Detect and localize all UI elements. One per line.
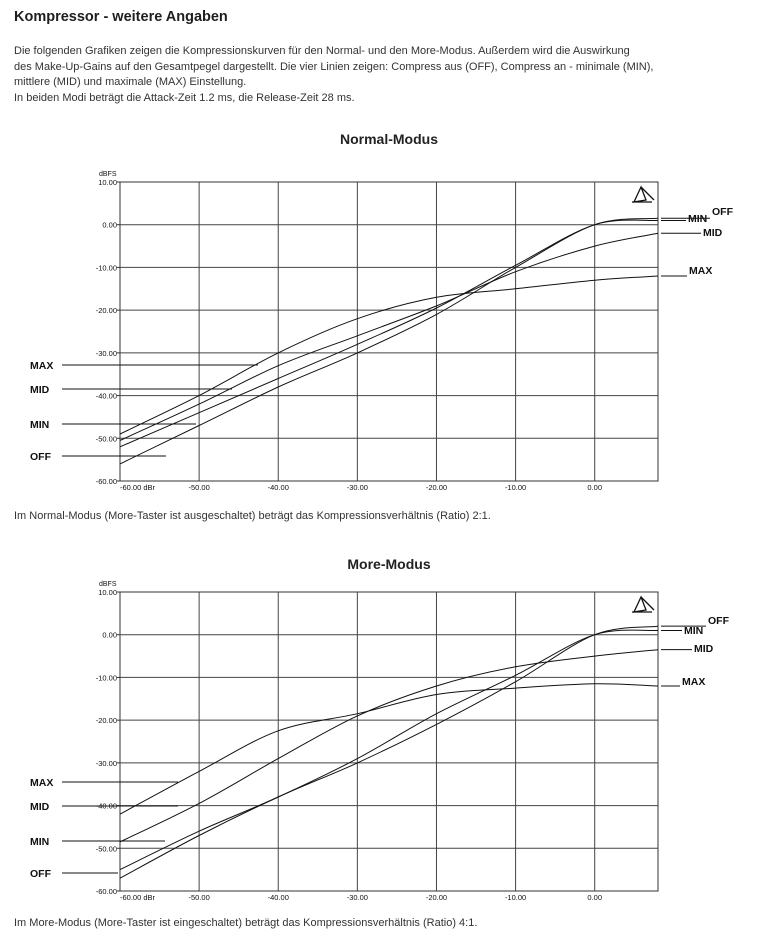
more-curve-min	[120, 630, 658, 870]
normal-corner-icon	[632, 187, 654, 202]
normal-right-label-off: OFF	[712, 206, 733, 218]
more-left-label-mid: MID	[30, 801, 50, 813]
more-plot-frame	[120, 592, 658, 891]
normal-y-tick-label: 10.00	[98, 178, 117, 187]
normal-curve-max	[120, 276, 658, 434]
normal-x-tick-label: -30.00	[346, 483, 368, 492]
intro-line-3: mittlere (MID) und maximale (MAX) Einstellung.	[14, 76, 247, 88]
more-right-label-off: OFF	[708, 615, 729, 627]
normal-x-tick-label: -50.00	[188, 483, 210, 492]
more-left-label-max: MAX	[30, 777, 54, 789]
more-curve-off	[120, 626, 658, 878]
normal-chart-caption: Im Normal-Modus (More-Taster ist ausgeschaltet) beträgt das Kompressionsverhältnis (Ratio) 2:1.	[14, 510, 491, 522]
more-x-tick-label: 0.00	[587, 893, 603, 902]
normal-x-tick-label: 0.00	[587, 483, 603, 492]
more-x-tick-label: -60.00 dBr	[120, 893, 156, 902]
more-left-label-min: MIN	[30, 836, 50, 848]
more-x-tick-label: -30.00	[346, 893, 368, 902]
normal-x-tick-label: -10.00	[504, 483, 527, 492]
normal-x-tick-label: -40.00	[267, 483, 289, 492]
more-corner-icon	[632, 597, 654, 612]
more-y-tick-label: -20.00	[95, 716, 117, 726]
more-y-tick-label: -60.00	[95, 887, 117, 896]
more-y-tick-label: -30.00	[95, 758, 117, 768]
normal-chart-title: Normal-Modus	[340, 131, 438, 147]
normal-curve-off	[120, 218, 658, 464]
more-y-tick-label: -40.00	[95, 801, 117, 811]
more-x-tick-label: -10.00	[504, 893, 527, 902]
more-right-label-max: MAX	[682, 676, 706, 688]
normal-left-label-min: MIN	[30, 419, 50, 431]
more-right-label-min: MIN	[684, 625, 704, 637]
more-y-tick-label: 0.00	[102, 630, 117, 640]
more-chart-caption: Im More-Modus (More-Taster ist eingeschaltet) beträgt das Kompressionsverhältnis (Ratio) 4:1.	[14, 917, 478, 929]
more-y-tick-label: 10.00	[98, 588, 117, 597]
normal-x-tick-label: -60.00 dBr	[120, 483, 156, 492]
normal-y-tick-label: -60.00	[95, 477, 117, 486]
more-x-tick-label: -40.00	[267, 893, 289, 902]
normal-x-tick-label: -20.00	[425, 483, 448, 492]
normal-y-tick-label: -30.00	[95, 348, 117, 358]
normal-right-label-mid: MID	[703, 227, 723, 239]
normal-y-tick-label: -50.00	[95, 434, 117, 444]
normal-y-tick-label: -40.00	[95, 391, 117, 401]
normal-left-label-max: MAX	[30, 360, 54, 372]
normal-curve-min	[120, 220, 658, 447]
intro-line-4: In beiden Modi beträgt die Attack-Zeit 1.2 ms, die Release-Zeit 28 ms.	[14, 91, 355, 104]
intro-line-2: des Make-Up-Gains auf den Gesamtpegel dargestellt. Die vier Linien zeigen: Compress aus (OFF), Compress an - minimale (MIN),	[14, 60, 654, 73]
normal-y-tick-label: 0.00	[102, 220, 117, 230]
more-curve-max	[120, 684, 658, 814]
normal-right-label-min: MIN	[688, 213, 708, 225]
intro-line-1: Die folgenden Grafiken zeigen die Kompressionskurven für den Normal- und den More-Modus. Außerdem wird die Auswirkung	[14, 45, 630, 57]
normal-left-label-off: OFF	[30, 451, 51, 463]
intro-paragraph	[14, 44, 749, 106]
more-curve-mid	[120, 650, 658, 842]
normal-y-tick-label: -20.00	[95, 306, 117, 316]
more-right-label-mid: MID	[694, 643, 714, 655]
more-left-label-off: OFF	[30, 868, 51, 880]
more-y-tick-label: -50.00	[95, 844, 117, 854]
more-y-axis-label: dBFS	[99, 581, 117, 588]
normal-y-tick-label: -10.00	[95, 263, 117, 273]
normal-mode-chart	[0, 160, 759, 500]
more-y-tick-label: -10.00	[95, 673, 117, 683]
normal-y-axis-label: dBFS	[99, 171, 117, 178]
more-x-tick-label: -50.00	[188, 893, 210, 902]
page-heading: Kompressor - weitere Angaben	[14, 9, 228, 25]
more-chart-title: More-Modus	[347, 556, 431, 572]
normal-plot-frame	[120, 182, 658, 481]
more-mode-chart	[0, 570, 759, 910]
normal-right-label-max: MAX	[689, 265, 713, 277]
normal-curve-mid	[120, 233, 658, 440]
more-x-tick-label: -20.00	[425, 893, 448, 902]
normal-left-label-mid: MID	[30, 384, 50, 396]
